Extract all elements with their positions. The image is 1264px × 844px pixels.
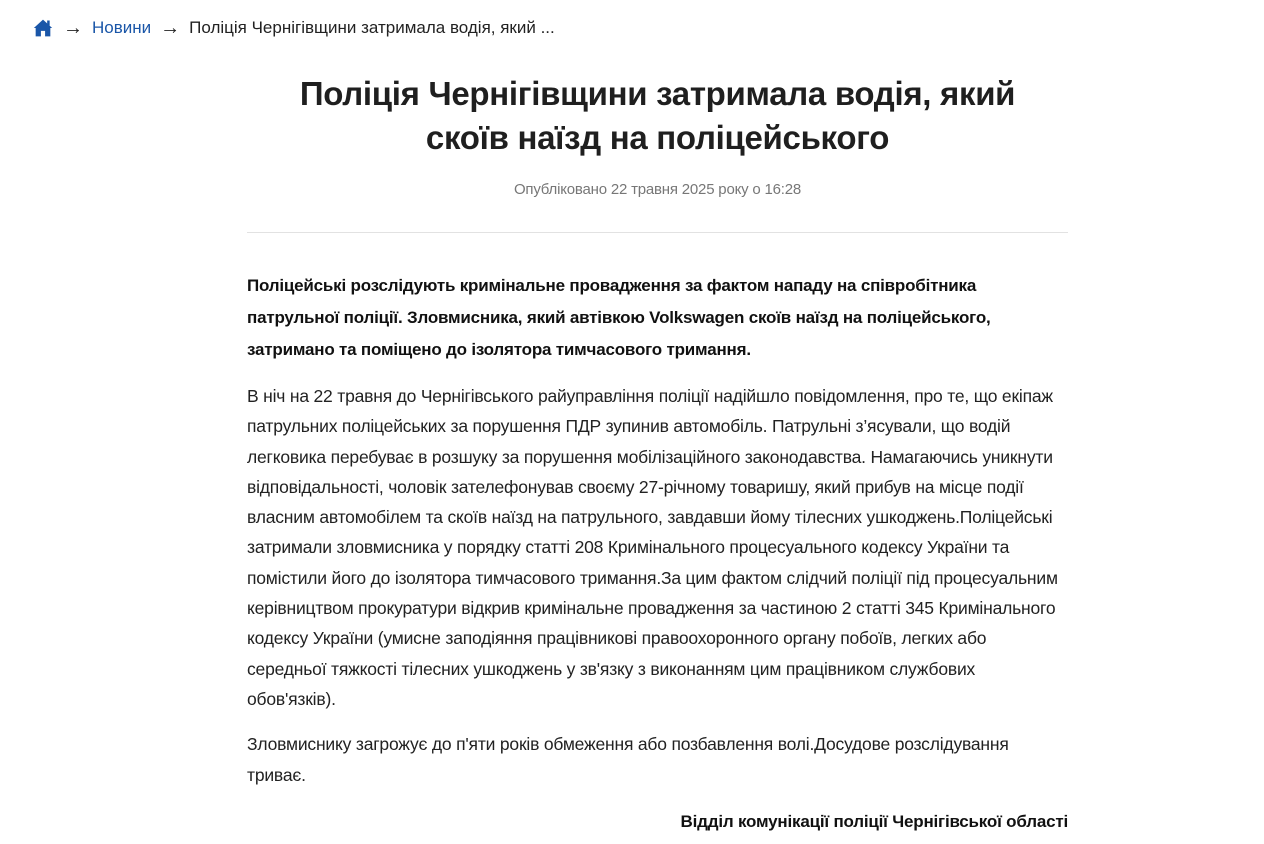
divider (247, 232, 1068, 233)
article-title: Поліція Чернігівщини затримала водія, який скоїв наїзд на поліцейського (299, 75, 1016, 156)
article-signature: Відділ комунікації поліції Чернігівської області (680, 811, 1068, 831)
article-paragraph: В ніч на 22 травня до Чернігівського райуправління поліції надійшло повідомлення, про те, що екіпаж патрульних поліцейських за порушення ПДР зупинив автомобіль. Патрульні з’ясували, що водій легковика перебуває в розшуку за порушення мобілізаційного законодавства. Намагаючись уникнути відповідальності, чоловік зателефонував своєму 27-річному товаришу, який прибув на місце події власним автомобілем та скоїв наїзд на патрульного, завдавши йому тілесних ушкоджень.Поліцейські затримали зловмисника у порядку статті 208 Кримінального процесуального кодексу України та помістили його до ізолятора тимчасового тримання.За цим фактом слідчий поліції під процесуальним керівництвом прокуратури відкрив кримінальне провадження за частиною 2 статті 345 Кримінального кодексу України (умисне заподіяння працівникові правоохоронного органу побоїв, легких або середньої тяжкості тілесних ушкоджень у зв'язку з виконанням цим працівником службових обов'язків). (247, 386, 1058, 709)
home-icon[interactable] (33, 18, 53, 38)
article-paragraph: Зловмиснику загрожує до п'яти років обмеження або позбавлення волі.Досудове розслідування триває. (247, 734, 1009, 785)
article (247, 72, 1068, 832)
breadcrumb (33, 16, 555, 40)
breadcrumb-current: Поліція Чернігівщини затримала водія, який ... (189, 18, 555, 37)
breadcrumb-separator: → (160, 17, 181, 39)
breadcrumb-separator: → (63, 17, 83, 39)
article-lead: Поліцейські розслідують кримінальне провадження за фактом нападу на співробітника патрульної поліції. Зловмисника, який автівкою Volkswagen скоїв наїзд на поліцейського, затримано та поміщено до ізолятора тимчасового тримання. (247, 276, 991, 359)
published-date: Опубліковано 22 травня 2025 року о 16:28 (513, 181, 802, 198)
breadcrumb-link-news[interactable]: Новини (92, 18, 152, 37)
